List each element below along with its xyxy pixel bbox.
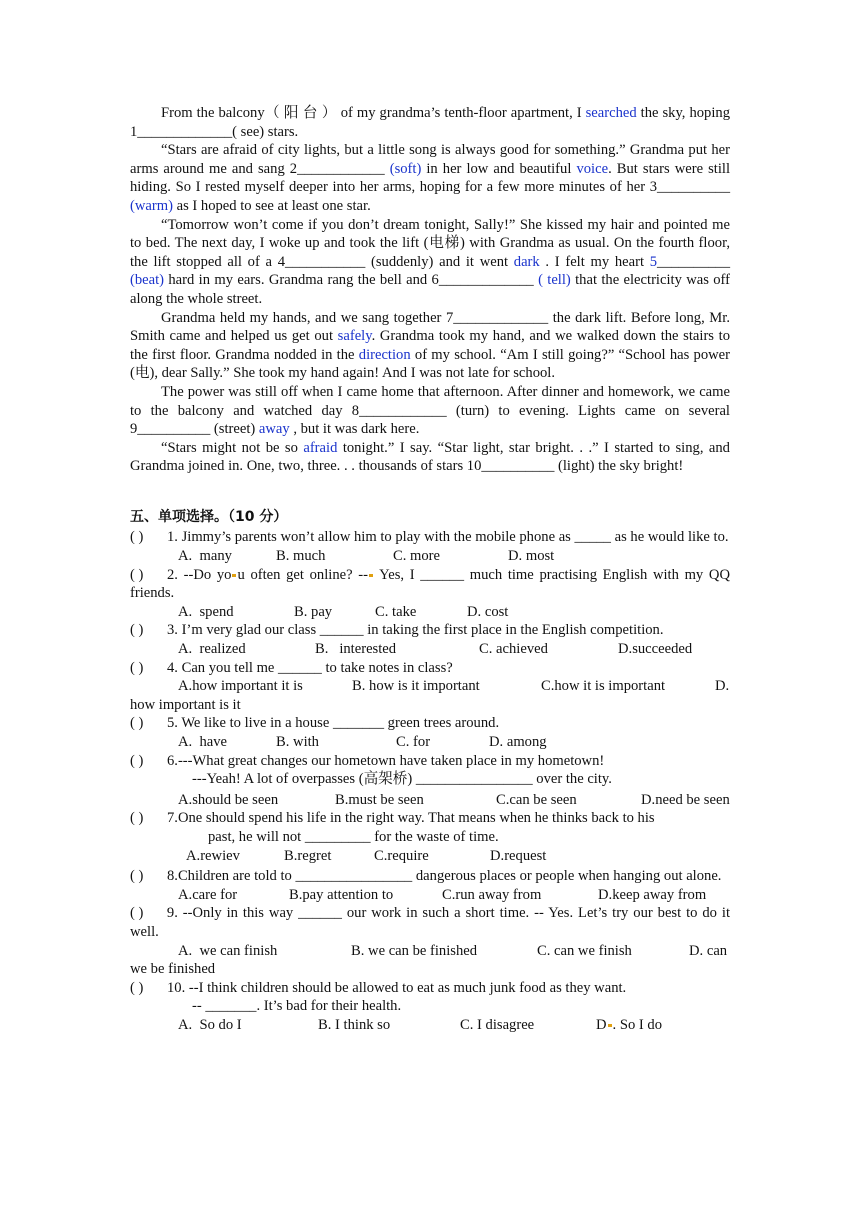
question-10-reply: -- _______. It’s bad for their health. — [192, 998, 402, 1015]
question-text: 3. I’m very glad our class ______ in taking the first place in the English competition. — [167, 622, 664, 639]
option-d[interactable]: D. among — [489, 734, 547, 750]
question-2-options — [130, 603, 730, 622]
option-d[interactable]: D. most — [508, 548, 555, 565]
option-b[interactable]: B.regret — [284, 847, 332, 864]
question-4 — [130, 659, 730, 678]
option-c[interactable]: C.can be seen — [496, 791, 577, 808]
highlighted-word: searched — [585, 105, 637, 121]
question-text: 10. --I think children should be allowed to eat as much junk food as they want. — [167, 979, 627, 996]
text: . But stars were still hiding. So I rested myself deeper into her arms, hoping for a few more minutes of her 3__________ — [130, 160, 730, 196]
option-a[interactable]: A.how important it is — [178, 678, 303, 695]
option-b[interactable]: B. with — [276, 734, 319, 750]
question-9 — [130, 904, 730, 941]
question-text: u often get online? -- — [237, 566, 368, 583]
option-d-letter: D — [596, 1016, 607, 1033]
passage-paragraph-1 — [130, 104, 730, 141]
question-text: 2. --Do yo — [167, 566, 232, 583]
question-6-reply: ---Yeah! A lot of overpasses (高架桥) ________________ over the city. — [192, 771, 612, 788]
marker-dot — [232, 574, 236, 577]
text: __________ — [657, 253, 730, 270]
option-a[interactable]: A.care for — [178, 886, 238, 903]
highlighted-word: ( tell) — [538, 272, 571, 289]
question-1 — [130, 528, 730, 547]
option-d[interactable]: D. cost — [467, 603, 509, 620]
option-d-continued[interactable]: we be finished — [130, 961, 216, 978]
option-a[interactable]: A. So do I — [178, 1016, 242, 1033]
option-c[interactable]: C. achieved — [479, 641, 548, 658]
worksheet-page — [130, 104, 730, 1035]
option-d[interactable]: D.keep away from — [598, 886, 707, 903]
option-c[interactable]: C. can we finish — [537, 942, 632, 959]
option-b[interactable]: B. much — [276, 548, 326, 565]
answer-blank[interactable]: ( ) — [130, 868, 144, 885]
text: in her low and beautiful — [421, 160, 577, 177]
option-c[interactable]: C. take — [375, 603, 417, 620]
option-b[interactable]: B. pay — [294, 603, 333, 620]
question-text: 9. --Only in this way ______ our work in such a short time. -- Yes. Let’s try our best to do it well. — [130, 905, 730, 940]
answer-blank[interactable]: ( ) — [130, 715, 144, 732]
highlighted-word: safely — [337, 328, 372, 345]
text: “Stars are afraid of city lights, but a little song is always good for something.” Grandma put her arms around me and sang 2____________ — [130, 142, 730, 177]
option-a[interactable]: A. spend — [178, 603, 234, 620]
text: . Grandma took my hand, and we walked down the stairs to the first floor. Grandma nodded in the — [130, 328, 730, 363]
option-b[interactable]: B. interested — [315, 641, 397, 658]
highlighted-word: 5 — [649, 253, 658, 270]
highlighted-word: (warm) — [130, 197, 173, 214]
text: tonight.” I say. “Star light, star bright. . .” I started to sing, and Grandma joined in. One, two, three. . . thousands of stars 10__________ (light) the sky bright! — [130, 439, 730, 475]
option-b[interactable]: B.must be seen — [335, 791, 424, 808]
option-d-continued[interactable]: how important is it — [130, 696, 241, 713]
question-2 — [130, 566, 730, 603]
question-3 — [130, 621, 730, 640]
option-c[interactable]: C.require — [374, 847, 429, 864]
option-b[interactable]: B. we can be finished — [351, 942, 478, 959]
option-a[interactable]: A. realized — [178, 641, 246, 658]
marker-dot — [369, 574, 373, 577]
highlighted-word: dark — [513, 253, 540, 270]
answer-blank[interactable]: ( ) — [130, 529, 144, 546]
passage-paragraph-5 — [130, 383, 730, 439]
option-a[interactable]: A. many — [178, 548, 232, 565]
option-b[interactable]: B. I think so — [318, 1016, 391, 1033]
highlighted-word: voice — [576, 160, 609, 177]
option-c[interactable]: C. I disagree — [460, 1016, 535, 1033]
option-a[interactable]: A.rewiev — [186, 847, 240, 864]
marker-dot — [608, 1024, 612, 1027]
question-10 — [130, 979, 730, 998]
text: as I hoped to see at least one star. — [172, 197, 371, 214]
passage-paragraph-3 — [130, 216, 730, 309]
question-7-continued: past, he will not _________ for the waste of time. — [208, 828, 499, 845]
answer-blank[interactable]: ( ) — [130, 622, 144, 639]
option-d[interactable] — [596, 1016, 662, 1035]
passage-paragraph-6 — [130, 439, 730, 476]
highlighted-word: (beat) — [130, 272, 165, 289]
passage-paragraph-2 — [130, 141, 730, 215]
text: hard in my ears. Grandma rang the bell and 6_____________ — [164, 272, 539, 289]
question-6-options — [130, 791, 730, 810]
option-c[interactable]: C.run away from — [442, 886, 542, 903]
option-d[interactable]: D. — [715, 678, 730, 695]
question-text: 1. Jimmy’s parents won’t allow him to play with the mobile phone as _____ as he would like to. — [167, 529, 729, 546]
text: . I felt my heart — [539, 253, 650, 270]
section-heading: 五、单项选择。（10 分） — [130, 508, 288, 525]
question-7 — [130, 809, 730, 828]
text: Grandma held my hands, and we sang together 7_____________ the dark lift. Before long, Mr. Smith came and helped us get out — [130, 309, 730, 345]
question-1-options — [130, 547, 730, 566]
answer-blank[interactable]: ( ) — [130, 752, 144, 769]
option-d[interactable]: D.need be seen — [641, 791, 730, 808]
answer-blank[interactable]: ( ) — [130, 979, 144, 996]
question-5 — [130, 714, 730, 733]
answer-blank[interactable]: ( ) — [130, 905, 144, 922]
text: , but it was dark here. — [289, 421, 420, 438]
answer-blank[interactable]: ( ) — [130, 659, 144, 676]
text: The power was still off when I came home that afternoon. After dinner and homework, we came to the balcony and watched day 8____________ (turn) to evening. Lights came on several 9__________ (street) — [130, 383, 730, 438]
option-d[interactable]: D.succeeded — [618, 641, 693, 658]
text: the sky, hoping 1_____________( see) stars. — [130, 105, 730, 140]
option-d-text: . So I do — [612, 1016, 663, 1033]
text: “Stars might not be so — [161, 439, 304, 456]
question-6 — [130, 752, 730, 771]
question-5-options — [130, 733, 730, 752]
option-a[interactable]: A.should be seen — [178, 791, 279, 808]
option-c[interactable]: C. for — [396, 734, 431, 750]
question-10-options — [130, 1016, 730, 1035]
question-text: 8.Children are told to ________________ dangerous places or people when hanging out alone. — [167, 868, 722, 885]
answer-blank[interactable]: ( ) — [130, 566, 144, 583]
highlighted-word: direction — [358, 346, 411, 363]
question-text: 6.---What great changes our hometown have taken place in my hometown! — [167, 752, 605, 769]
highlighted-word: (soft) — [389, 160, 422, 177]
passage-paragraph-4 — [130, 309, 730, 383]
option-c[interactable]: C.how it is important — [541, 678, 666, 695]
option-b[interactable]: B.pay attention to — [289, 886, 394, 903]
text: “Tomorrow won’t come if you don’t dream tonight, Sally!” She kissed my hair and pointed me to bed. The next day, I woke up and took the lift (电梯) with Grandma as usual. On the fourth floor, the lift stopped all of a 4___________ (suddenly) and it went — [130, 216, 730, 270]
question-4-options — [130, 677, 730, 696]
option-c[interactable]: C. more — [393, 548, 441, 565]
text: From the balcony（ 阳 台 ） of my grandma’s tenth-floor apartment, I — [161, 105, 586, 121]
option-a[interactable]: A. we can finish — [178, 942, 278, 959]
option-d[interactable]: D.request — [490, 847, 547, 864]
option-b[interactable]: B. how is it important — [352, 678, 480, 695]
spacer — [130, 476, 730, 508]
highlighted-word: afraid — [303, 439, 338, 456]
question-text: 4. Can you tell me ______ to take notes in class? — [167, 659, 453, 676]
question-8-options — [130, 886, 730, 905]
text: that the electricity was off along the whole street. — [130, 272, 730, 307]
text: of my school. “Am I still going?” “School has power (电), dear Sally.” She took my hand again! And I was not late for school. — [130, 346, 730, 382]
question-text: 5. We like to live in a house _______ green trees around. — [167, 715, 500, 732]
question-7-options — [130, 847, 730, 866]
question-text: Yes, I ______ much time practising English with my QQ friends. — [130, 566, 730, 602]
highlighted-word: away — [258, 421, 290, 438]
answer-blank[interactable]: ( ) — [130, 810, 144, 827]
option-d[interactable]: D. can — [689, 942, 728, 959]
question-3-options — [130, 640, 730, 659]
question-9-options — [130, 942, 730, 961]
option-a[interactable]: A. have — [178, 734, 228, 750]
question-8 — [130, 867, 730, 886]
question-text: 7.One should spend his life in the right way. That means when he thinks back to his — [167, 810, 655, 827]
